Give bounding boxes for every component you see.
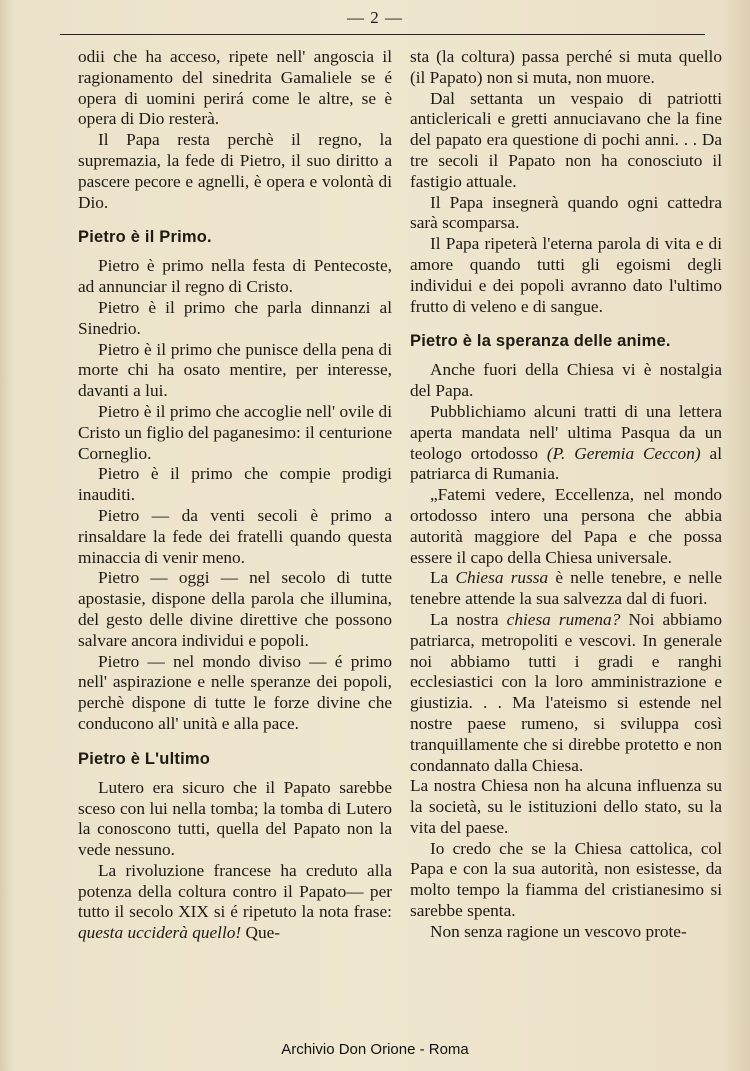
paragraph: Pietro è il primo che accoglie nell' ovile di Cristo un figlio del paganesimo: il centurione Corneglio. [78,401,392,463]
archive-footer: Archivio Don Orione - Roma [281,1041,469,1058]
page-number: — 2 — [347,8,403,27]
text-run: Que- [241,923,281,943]
text-run: La rivoluzione francese ha creduto alla potenza della coltura contro il Papato— per tutto il secolo XIX si é ripetuto la nota frase: [78,860,392,922]
paragraph: „Fatemi vedere, Eccellenza, nel mondo ortodosso intero una persona che abbia autorità maggiore del Papa e che possa essere il capo della Chiesa universale. [410,485,722,567]
text-run: Noi abbiamo patriarca, metropoliti e vescovi. In generale noi abbiamo tutti i gradi e ranghi ecclesiastici con la loro amministrazione e giustizia. . . Ma l'ateismo si estende nel nostre paese rumeno, si sviluppa così tranquillamente che si direbbe protetto e non condannato dalla Chiesa. [410,609,722,775]
text-run: Pubblichiamo alcuni tratti di una lettera aperta mandata nell' ultima Pasqua da un teologo ortodosso [410,401,722,463]
left-column [78,47,392,944]
italic-author: (P. Geremia Ceccon) [546,443,701,463]
paragraph [410,568,722,610]
paragraph [410,402,722,485]
text-run: al patriarca di Rumania. [410,443,722,484]
italic-term: chiesa rumena? [506,609,621,629]
paragraph: Pietro è il primo che compie prodigi inauditi. [78,464,392,505]
paragraph: Dal settanta un vespaio di patriotti anticlericali e gretti annuciavano che la fine del papato era questione di pochi anni. . . Da tre secoli il Papato non ha conosciuto il fastigio attuale. [410,88,722,191]
paragraph [78,861,392,944]
paragraph: La nostra Chiesa non ha alcuna influenza su la società, su le istituzioni dello stato, su la vita del paese. [410,776,722,837]
paragraph: Pietro — da venti secoli è primo a rinsaldare la fede dei fratelli quando questa minaccia di venir meno. [78,505,392,567]
text-run: La [430,568,456,588]
paragraph: Il Papa resta perchè il regno, la supremazia, la fede di Pietro, il suo diritto a pascere pecore e agnelli, è opera e volontà di Dio. [78,130,392,212]
paragraph: odii che ha acceso, ripete nell' angoscia il ragionamento del sinedrita Gamaliele se é opera di uomini perirá come le altre, se è opera di Dio resterà. [78,47,392,129]
paragraph: sta (la coltura) passa perché si muta quello (il Papato) non si muta, non muore. [410,47,722,87]
paragraph: Pietro — oggi — nel secolo di tutte apostasie, dispone della parola che illumina, del gesto delle divine direttive che possono salvare ancora individui e popoli. [78,568,392,650]
header-rule [60,34,705,35]
section-heading-speranza: Pietro è la speranza delle anime. [410,332,671,351]
italic-term: Chiesa russa [455,568,549,588]
right-column [410,47,722,943]
paragraph: Pietro è il primo che punisce della pena di morte chi ha osato mentire, per interesse, davanti a lui. [78,339,392,401]
paragraph: Pietro — nel mondo diviso — é primo nell' aspirazione e nelle speranze dei popoli, perchè dispone di tutte le forze divine che conducono all' unità e alla pace. [78,651,392,733]
paragraph: Lutero era sicuro che il Papato sarebbe sceso con lui nella tomba; la tomba di Lutero la conoscono tutti, quella del Papato non la vede nessuno. [78,777,392,860]
section-heading-primo: Pietro è il Primo. [78,228,212,247]
paragraph: Non senza ragione un vescovo prote- [430,921,687,941]
italic-quote: questa ucciderà quello! [78,923,242,943]
text-run: La nostra [430,609,507,629]
paragraph: Il Papa ripeterà l'eterna parola di vita e di amore quando tutti gli egoismi degli individui e dei popoli avranno dato l'ultimo frutto di veleno e di sangue. [410,234,722,316]
paragraph: Anche fuori della Chiesa vi è nostalgia del Papa. [410,360,722,401]
paragraph: Pietro è il primo che parla dinnanzi al Sinedrio. [78,297,392,338]
paragraph: Il Papa insegnerà quando ogni cattedra sarà scomparsa. [410,192,722,233]
text-run: è nelle tenebre, e nelle tenebre attende la sua salvezza dal di fuori. [410,568,723,609]
section-heading-ultimo: Pietro è L'ultimo [78,749,211,768]
paragraph: Io credo che se la Chiesa cattolica, col Papa e con la sua autorità, non esistesse, da molto tempo la fiamma del cristianesimo si sarebbe spenta. [410,838,722,921]
paragraph [410,610,722,776]
paragraph: Pietro è primo nella festa di Pentecoste, ad annunciar il regno di Cristo. [78,256,392,297]
